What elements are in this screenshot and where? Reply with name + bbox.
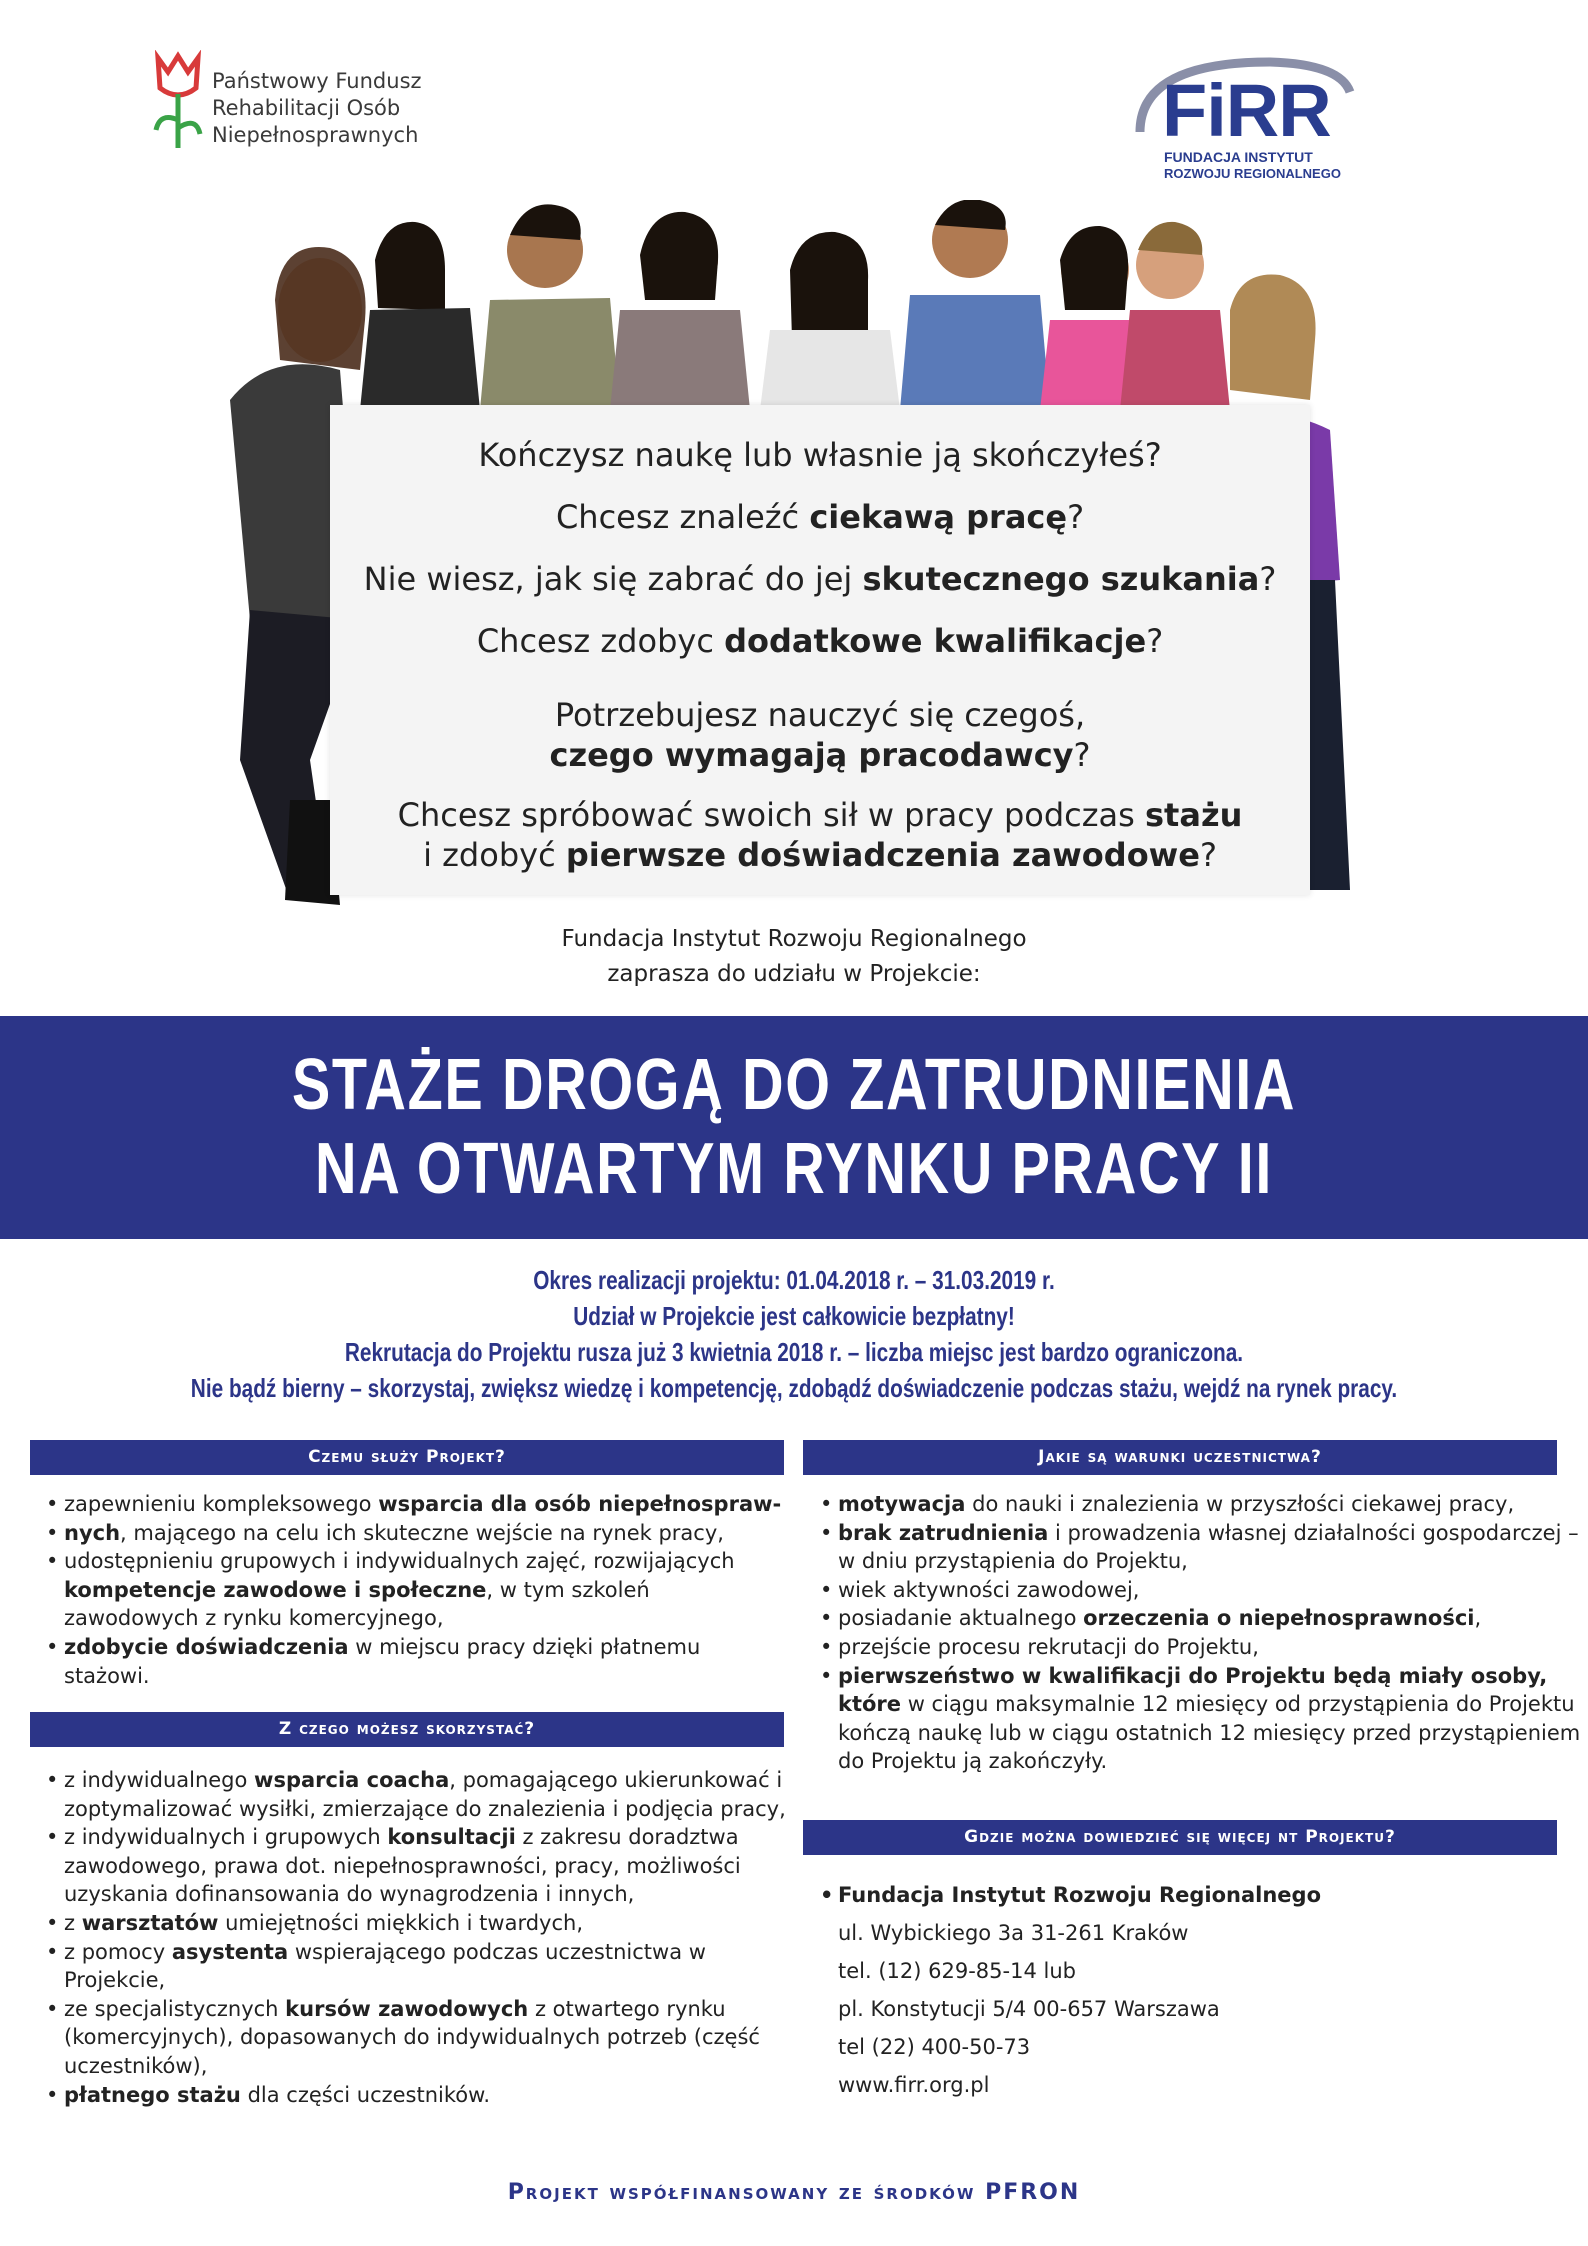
firr-subtitle: FUNDACJA INSTYTUT [1164,149,1313,165]
question-3 [330,559,1310,599]
question-text: Potrzebujesz nauczyć się czegoś, [554,696,1086,734]
list-item-text: z [64,1910,82,1935]
list-item-bold: konsultacji [387,1825,516,1850]
question-text: Chcesz spróbować swoich sił w pracy podczas [397,796,1145,834]
list-item-text: , pomagającego ukierunkować i zoptymalizować wysiłki, zmierzające do znalezienia i podjęcia pracy, [64,1768,786,1821]
info-line: Rekrutacja do Projektu rusza już 3 kwietnia 2018 r. – liczba miejsc jest bardzo ograniczona. [344,1337,1244,1367]
list-item-text: wiek aktywności zawodowej, [838,1577,1140,1602]
contact-address: pl. Konstytucji 5/4 00-657 Warszawa [838,1997,1220,2021]
list-item-text: , mającego na celu ich skuteczne wejście na rynek pracy, [120,1520,724,1545]
list-item-text: i prowadzenia własnej działalności gospodarczej – w dniu przystąpienia do Projektu, [838,1520,1579,1574]
question-bold: czego wymagają pracodawcy [549,736,1074,774]
list-item-bold: wsparcia dla osób niepełnospraw- [378,1492,782,1516]
info-line: Nie bądź bierny – skorzystaj, zwiększ wiedzę i kompetencję, zdobądź doświadczenie podczas stażu, wejdź na rynek pracy. [190,1373,1398,1403]
list-item [46,1519,786,1548]
list-item-bold: motywacja [838,1492,966,1516]
list-item-bold: nych [64,1520,121,1545]
list-item-bold: pierwszeństwo w kwalifikacji do Projektu będą miały osoby, które [838,1663,1548,1717]
firr-wordmark: FiRR [1162,69,1331,152]
project-title-line: NA OTWARTYM RYNKU PRACY II [315,1129,1273,1209]
list-item [46,1823,786,1909]
question-board [330,405,1310,895]
list-item-text: dla części uczestników. [240,2082,491,2107]
question-text: Nie wiesz, jak się zabrać do jej [363,560,863,598]
intro-line: zaprasza do udziału w Projekcie: [607,961,981,987]
question-text: ? [1073,736,1091,774]
question-text: ? [1199,836,1217,874]
section-header-conditions: Jakie są warunki uczestnictwa? [803,1440,1557,1475]
list-item [46,2081,786,2110]
bullet: • [820,1883,834,1907]
section-header-purpose: Czemu służy Projekt? [30,1440,784,1475]
section-header-benefits: Z czego możesz skorzystać? [30,1712,784,1747]
firr-logo [1120,52,1360,192]
contact-details [820,1914,1520,2104]
contact-website-link[interactable]: www.firr.org.pl [838,2073,990,2097]
pfron-line: Państwowy Fundusz [212,69,422,93]
contact-phone: tel. (12) 629-85-14 lub [838,1959,1076,1983]
list-item [820,1662,1582,1776]
list-item [46,1633,786,1690]
list-item-text: , w tym szkoleń zawodowych z rynku komercyjnego, [64,1577,650,1631]
contact-org [820,1880,1520,1910]
conditions-list [820,1490,1582,1776]
list-item-text: z zakresu doradztwa zawodowego, prawa dot. niepełnosprawności, pracy, możliwości uzyskania dofinansowania do wynagrodzenia i innych, [64,1825,741,1907]
info-line: Okres realizacji projektu: 01.04.2018 r. – 31.03.2019 r. [533,1265,1055,1295]
section-header-contact: Gdzie można dowiedzieć się więcej nt Projektu? [803,1820,1557,1855]
question-text: Kończysz naukę lub własnie ją skończyłeś? [478,436,1162,474]
project-title-banner [0,1016,1588,1239]
contact-block [820,1880,1520,2104]
contact-address: ul. Wybickiego 3a 31-261 Kraków [838,1921,1189,1945]
contact-phone: tel (22) 400-50-73 [838,2035,1031,2059]
pfron-line: Rehabilitacji Osób [212,96,401,120]
list-item-bold: kompetencje zawodowe i społeczne [64,1577,487,1602]
tulip-icon [150,50,210,150]
list-item-text: z pomocy [64,1939,172,1964]
intro-text [0,922,1588,992]
list-item-text: , [1474,1606,1482,1631]
list-item-text: zapewnieniu kompleksowego [64,1492,379,1516]
project-info [0,1262,1588,1406]
contact-org-text: Fundacja Instytut Rozwoju Regionalnego [838,1883,1322,1907]
list-item-text: w miejscu pracy dzięki płatnemu stażowi. [64,1634,701,1688]
list-item [46,1547,786,1633]
question-bold: skutecznego szukania [862,560,1260,598]
question-bold: stażu [1145,796,1243,834]
list-item-text: przejście procesu rekrutacji do Projektu, [838,1634,1259,1659]
question-2 [330,497,1310,537]
purpose-list [46,1490,786,1690]
list-item-bold: zdobycie doświadczenia [64,1634,349,1659]
list-item-bold: kursów zawodowych [285,1996,529,2021]
pfron-name [212,68,422,149]
question-text: i zdobyć [423,836,566,874]
question-5 [330,695,1310,775]
list-item-bold: brak zatrudnienia [838,1520,1049,1545]
list-item-text: ze specjalistycznych [64,1996,286,2021]
pfron-logo [150,50,470,160]
question-bold: dodatkowe kwalifikacje [724,622,1147,660]
list-item-text: z otwartego rynku (komercyjnych), dopasowanych do indywidualnych potrzeb (część uczestników), [64,1996,760,2078]
list-item [820,1633,1582,1662]
intro-line: Fundacja Instytut Rozwoju Regionalnego [561,926,1027,952]
list-item [46,1490,786,1519]
benefits-list [46,1766,786,2109]
question-text: Chcesz zdobyc [476,622,725,660]
question-1 [330,435,1310,475]
project-title-line: STAŻE DROGĄ DO ZATRUDNIENIA [291,1045,1297,1125]
list-item-text: posiadanie aktualnego [838,1606,1084,1631]
pfron-line: Niepełnosprawnych [212,123,419,147]
list-item-text: wspierającego podczas uczestnictwa w Projekcie, [64,1939,706,1993]
question-text: Chcesz znaleźć [555,498,810,536]
list-item-text: z indywidualnych i grupowych [64,1825,388,1850]
list-item [820,1519,1582,1576]
list-item-bold: płatnego stażu [64,2082,241,2107]
question-bold: pierwsze doświadczenia zawodowe [565,836,1200,874]
list-item-text: w ciągu maksymalnie 12 miesięcy od przystąpienia do Projektu kończą naukę lub w ciągu ostatnich 12 miesięcy przed przystąpieniem do Projektu ją zakończyły. [838,1692,1581,1774]
list-item-bold: orzeczenia o niepełnosprawności [1083,1606,1475,1631]
question-text: ? [1146,622,1164,660]
question-6 [330,795,1310,875]
question-text: ? [1259,560,1277,598]
list-item-text: z indywidualnego [64,1768,255,1792]
people-group [360,200,1230,410]
list-item [46,1995,786,2081]
list-item [46,1909,786,1938]
list-item-bold: wsparcia coacha [254,1768,450,1792]
info-line: Udział w Projekcie jest całkowicie bezpłatny! [573,1301,1015,1331]
list-item-text: umiejętności miękkich i twardych, [218,1910,584,1935]
question-text: ? [1067,498,1085,536]
question-4 [330,621,1310,661]
list-item [820,1604,1582,1633]
list-item [820,1576,1582,1605]
footer-funding-note: Projekt współfinansowany ze środków PFRON [507,2180,1081,2205]
firr-subtitle: ROZWOJU REGIONALNEGO [1164,166,1341,181]
list-item [46,1766,786,1823]
list-item-bold: asystenta [171,1939,289,1964]
list-item-bold: warsztatów [81,1910,219,1935]
list-item [46,1938,786,1995]
list-item [820,1490,1582,1519]
list-item-text: udostępnieniu grupowych i indywidualnych zajęć, rozwijających [64,1549,735,1574]
question-bold: ciekawą pracę [809,498,1068,536]
list-item-text: do nauki i znalezienia w przyszłości ciekawej pracy, [965,1492,1515,1516]
